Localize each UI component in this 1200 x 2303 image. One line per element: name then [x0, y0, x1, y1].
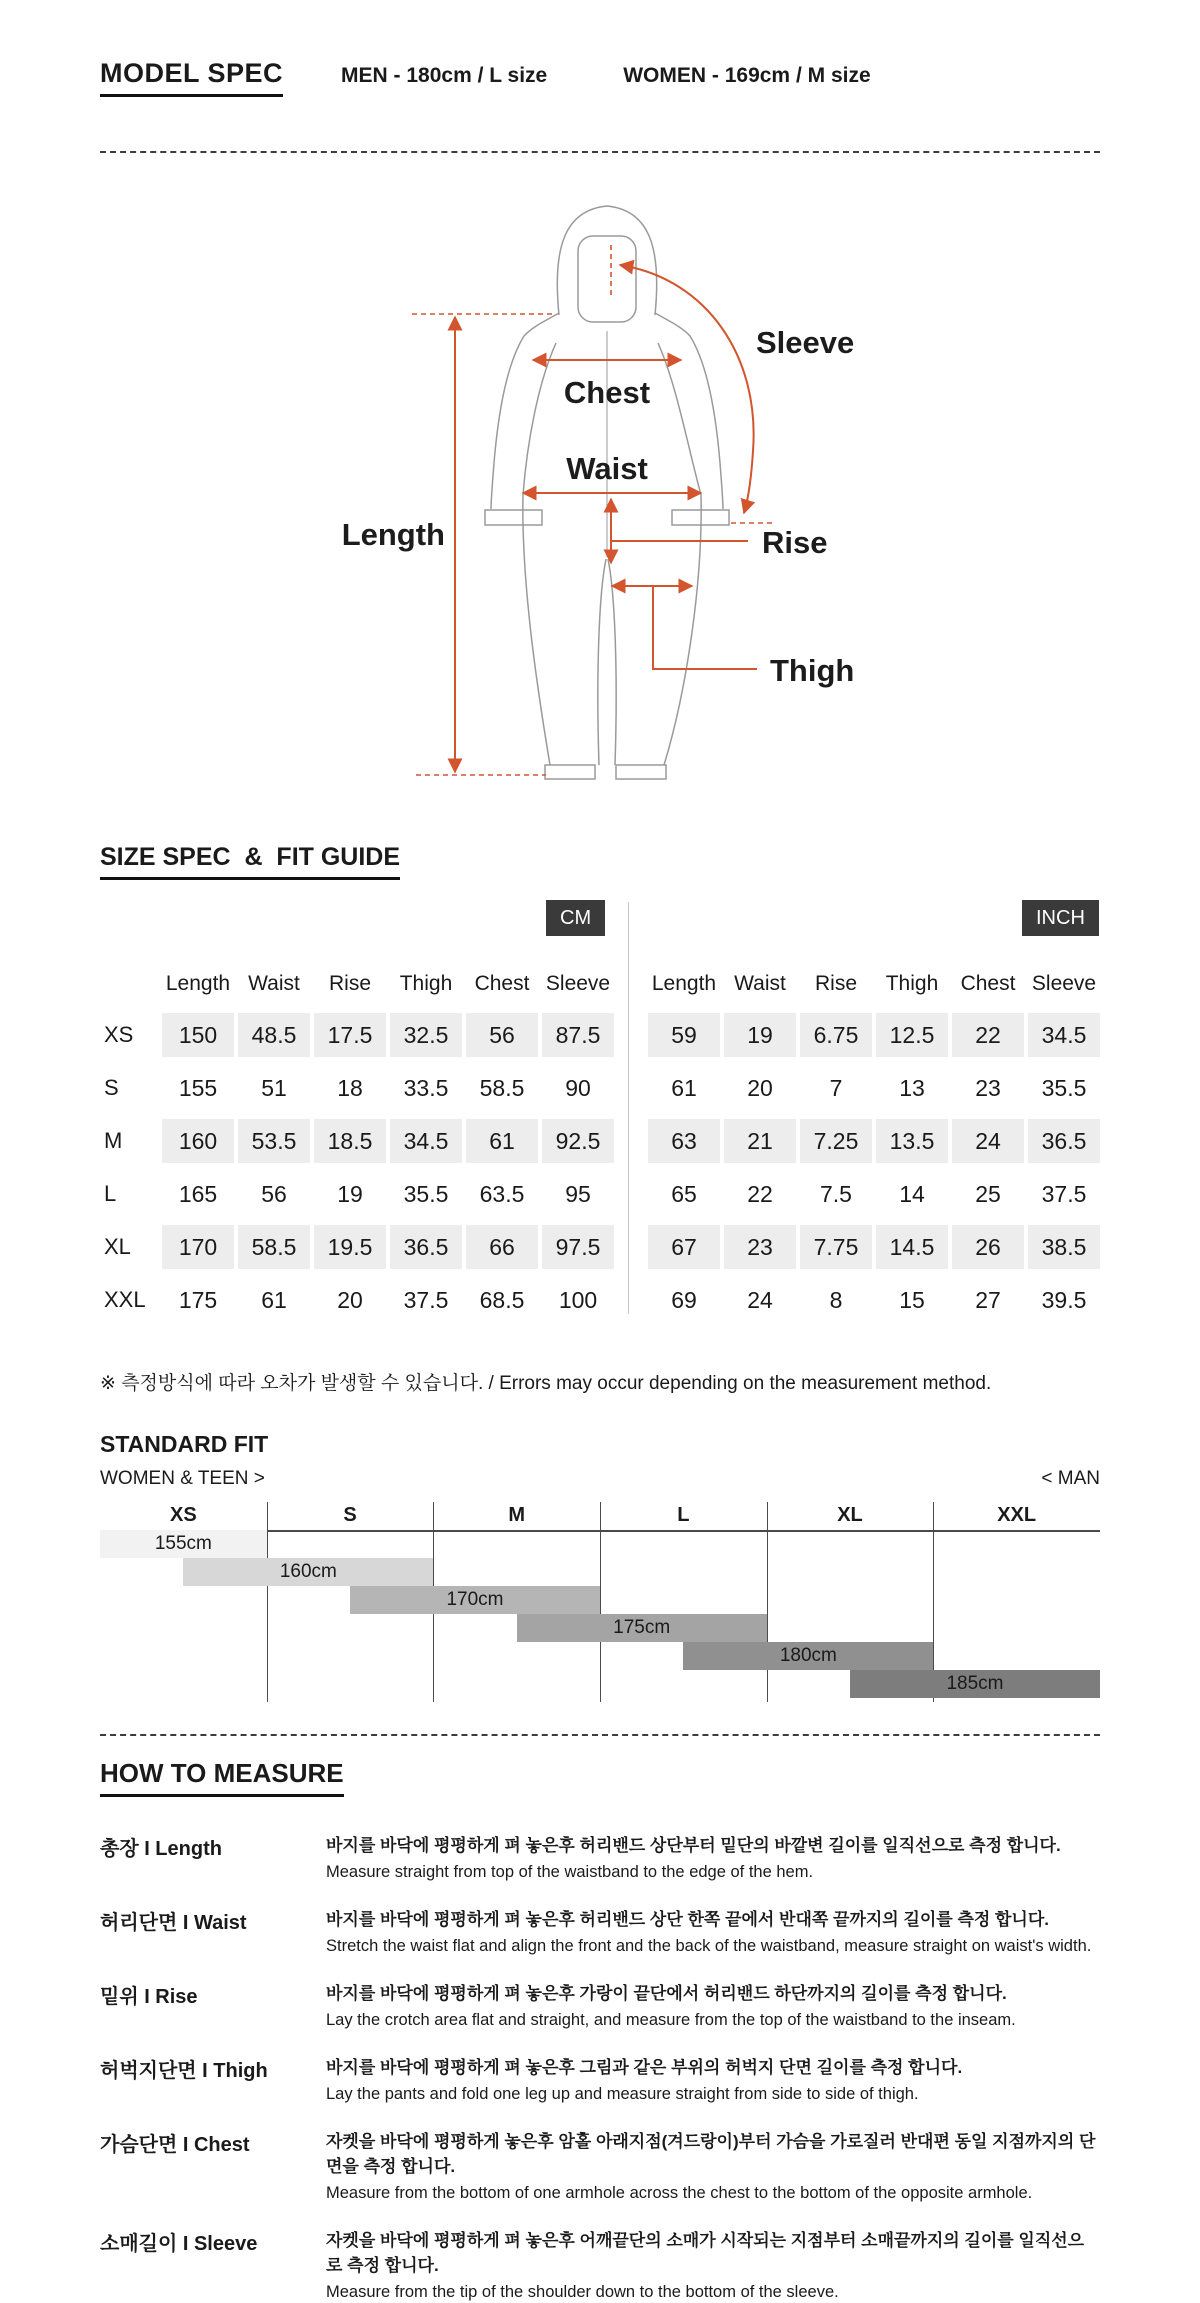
value-cell: 23 [724, 1225, 796, 1269]
value-cell: 19.5 [314, 1225, 386, 1269]
value-cell: 25 [975, 1180, 1001, 1207]
fit-col-label-S: S [343, 1503, 357, 1526]
value-cell: 56 [261, 1180, 287, 1207]
left-body-leg [523, 343, 556, 765]
measure-item [100, 1979, 1100, 2030]
table-row-XS [648, 1013, 1100, 1057]
fit-col-label-XL: XL [837, 1503, 863, 1526]
value-cell: 37.5 [1041, 1180, 1087, 1207]
size-tables [100, 894, 1100, 1342]
value-cell: 92.5 [542, 1119, 614, 1163]
measure-desc-en: Stretch the waist flat and align the front and the back of the waistband, measure straight on waist's width. [326, 1937, 1092, 1955]
value-cell: 87.5 [542, 1013, 614, 1057]
column-header: Waist [734, 972, 786, 995]
value-cell: 39.5 [1041, 1286, 1087, 1313]
value-cell: 14 [899, 1180, 925, 1207]
size-label: S [104, 1075, 119, 1100]
column-header: Waist [248, 972, 300, 995]
measure-item [100, 2053, 1100, 2104]
value-cell: 8 [829, 1286, 843, 1313]
sleeve-label: Sleeve [756, 325, 855, 360]
table-row-L [648, 1172, 1100, 1216]
measure-desc-en: Measure from the bottom of one armhole across the chest to the bottom of the opposite armhole. [326, 2184, 1033, 2202]
value-cell: 15 [899, 1286, 925, 1313]
measure-desc [326, 2226, 1100, 2302]
rise-label: Rise [762, 525, 828, 560]
table-row-M [104, 1119, 614, 1163]
measure-label: 총장 I Length [100, 1838, 222, 1860]
measure-item [100, 2127, 1100, 2203]
value-cell: 61 [466, 1119, 538, 1163]
value-cell: 95 [565, 1180, 591, 1207]
measure-desc-en: Measure from the tip of the shoulder down to the bottom of the sleeve. [326, 2283, 839, 2301]
length-label: Length [341, 517, 445, 552]
how-to-measure-list [100, 1831, 1100, 2302]
value-cell: 100 [558, 1286, 598, 1313]
thigh-label: Thigh [770, 653, 855, 688]
measure-desc-ko: 바지를 바닥에 평평하게 펴 놓은후 허리밴드 상단 한쪽 끝에서 반대쪽 끝까지의 길이를 측정 합니다. [326, 1910, 1050, 1929]
value-cell: 20 [747, 1074, 773, 1101]
measure-desc [326, 1979, 1100, 2030]
measure-label: 밑위 I Rise [100, 1986, 198, 2008]
measure-item [100, 1831, 1100, 1882]
value-cell: 36.5 [1028, 1119, 1100, 1163]
value-cell: 160 [162, 1119, 234, 1163]
fit-bar-175cm: 175cm [517, 1614, 767, 1642]
thigh-connector [653, 586, 757, 669]
value-cell: 24 [747, 1286, 773, 1313]
standard-fit-chart [100, 1502, 1100, 1702]
measurement-note: ※ 측정방식에 따라 오차가 발생할 수 있습니다. / Errors may occur depending on the measurement method. [100, 1373, 992, 1394]
value-cell: 20 [337, 1286, 363, 1313]
fit-bar-170cm: 170cm [350, 1586, 600, 1614]
fit-chart-column-line [767, 1502, 768, 1702]
waist-label: Waist [566, 451, 648, 486]
value-cell: 17.5 [314, 1013, 386, 1057]
right-body-leg [658, 343, 701, 765]
right-leg-hem [616, 765, 666, 779]
value-cell: 33.5 [403, 1074, 449, 1101]
value-cell: 58.5 [238, 1225, 310, 1269]
fit-col-label-M: M [508, 1503, 525, 1526]
measure-desc-en: Lay the pants and fold one leg up and measure straight from side to side of thigh. [326, 2085, 919, 2103]
table-header-row [104, 964, 614, 1004]
women-model-spec: WOMEN - 169cm / M size [623, 64, 871, 87]
table-row-XL [104, 1225, 614, 1269]
fit-sub-row [100, 1468, 1100, 1490]
inch-size-table [648, 964, 1100, 1331]
measure-desc [326, 1831, 1100, 1882]
value-cell: 90 [565, 1074, 591, 1101]
value-cell: 23 [975, 1074, 1001, 1101]
cm-unit-badge: CM [546, 900, 605, 936]
value-cell: 14.5 [876, 1225, 948, 1269]
table-row-M [648, 1119, 1100, 1163]
measure-desc-ko: 바지를 바닥에 평평하게 펴 놓은후 가랑이 끝단에서 허리밴드 하단까지의 길이를 측정 합니다. [326, 1984, 1007, 2003]
value-cell: 97.5 [542, 1225, 614, 1269]
column-header: Rise [814, 972, 857, 995]
size-label: M [104, 1128, 123, 1153]
table-divider-line [628, 902, 629, 1314]
men-model-spec: MEN - 180cm / L size [341, 64, 548, 87]
measure-label: 소매길이 I Sleeve [100, 2233, 258, 2255]
model-spec-title: MODEL SPEC [100, 58, 283, 97]
measure-desc [326, 1905, 1100, 1956]
measure-item [100, 2226, 1100, 2302]
how-to-measure-heading: HOW TO MEASURE [100, 1758, 344, 1797]
value-cell: 61 [671, 1074, 697, 1101]
fit-bar-155cm: 155cm [100, 1530, 267, 1558]
value-cell: 68.5 [479, 1286, 525, 1313]
size-spec-heading: SIZE SPEC & FIT GUIDE [100, 843, 400, 880]
value-cell: 53.5 [238, 1119, 310, 1163]
measure-desc-ko: 자켓을 바닥에 평평하게 펴 놓은후 어깨끝단의 소매가 시작되는 지점부터 소매끝까지의 길이를 일직선으로 측정 합니다. [326, 2231, 1085, 2275]
measure-label: 허벅지단면 I Thigh [100, 2060, 268, 2082]
fit-col-label-XS: XS [169, 1503, 197, 1526]
standard-fit-heading: STANDARD FIT [100, 1431, 269, 1457]
table-row-XXL [104, 1278, 614, 1322]
value-cell: 7 [829, 1074, 843, 1101]
column-header: Length [651, 972, 717, 995]
value-cell: 175 [178, 1286, 218, 1313]
value-cell: 26 [952, 1225, 1024, 1269]
value-cell: 34.5 [1028, 1013, 1100, 1057]
measure-desc [326, 2127, 1100, 2203]
table-row-XL [648, 1225, 1100, 1269]
value-cell: 48.5 [238, 1013, 310, 1057]
right-leg-inner [608, 559, 616, 765]
value-cell: 63 [648, 1119, 720, 1163]
size-header-cell [104, 964, 158, 1004]
value-cell: 7.5 [820, 1180, 852, 1207]
fit-chart-column-line [267, 1502, 268, 1702]
measure-desc-ko: 자켓을 바닥에 평평하게 놓은후 암홀 아래지점(겨드랑이)부터 가슴을 가로질러 반대편 동일 지점까지의 단면을 측정 합니다. [326, 2132, 1096, 2176]
fit-col-label-L: L [677, 1503, 690, 1526]
value-cell: 38.5 [1028, 1225, 1100, 1269]
value-cell: 35.5 [1041, 1074, 1087, 1101]
value-cell: 12.5 [876, 1013, 948, 1057]
value-cell: 150 [162, 1013, 234, 1057]
measure-item [100, 1905, 1100, 1956]
table-row-XXL [648, 1278, 1100, 1322]
table-header-row [648, 964, 1100, 1004]
value-cell: 35.5 [403, 1180, 449, 1207]
man-label: < MAN [1041, 1468, 1100, 1489]
value-cell: 7.75 [800, 1225, 872, 1269]
value-cell: 19 [337, 1180, 363, 1207]
value-cell: 59 [648, 1013, 720, 1057]
garment-measurement-diagram [0, 153, 1200, 829]
value-cell: 69 [671, 1286, 697, 1313]
column-header: Thigh [885, 972, 939, 995]
value-cell: 36.5 [390, 1225, 462, 1269]
fit-bar-180cm: 180cm [683, 1642, 933, 1670]
value-cell: 66 [466, 1225, 538, 1269]
column-header: Chest [474, 972, 530, 995]
value-cell: 32.5 [390, 1013, 462, 1057]
value-cell: 170 [162, 1225, 234, 1269]
size-label: XL [104, 1234, 131, 1259]
value-cell: 22 [747, 1180, 773, 1207]
table-row-L [104, 1172, 614, 1216]
inch-unit-badge: INCH [1022, 900, 1099, 936]
measure-label: 가슴단면 I Chest [100, 2134, 250, 2156]
value-cell: 67 [648, 1225, 720, 1269]
measure-desc-ko: 바지를 바닥에 평평하게 펴 놓은후 허리밴드 상단부터 밑단의 바깥변 길이를 일직선으로 측정 합니다. [326, 1836, 1061, 1855]
fit-bar-160cm: 160cm [183, 1558, 433, 1586]
size-label: L [104, 1181, 117, 1206]
value-cell: 37.5 [403, 1286, 449, 1313]
size-label: XS [104, 1022, 134, 1047]
column-header: Chest [960, 972, 1016, 995]
value-cell: 155 [178, 1074, 218, 1101]
value-cell: 21 [724, 1119, 796, 1163]
value-cell: 165 [178, 1180, 218, 1207]
table-row-XS [104, 1013, 614, 1057]
model-spec-header [100, 58, 1100, 97]
value-cell: 6.75 [800, 1013, 872, 1057]
measure-desc-ko: 바지를 바닥에 평평하게 펴 놓은후 그림과 같은 부위의 허벅지 단면 길이를 측정 합니다. [326, 2058, 963, 2077]
value-cell: 61 [261, 1286, 287, 1313]
measure-desc-en: Measure straight from top of the waistband to the edge of the hem. [326, 1863, 814, 1881]
right-arm-outer [655, 313, 723, 509]
left-leg-hem [545, 765, 595, 779]
measure-desc [326, 2053, 1100, 2104]
value-cell: 65 [671, 1180, 697, 1207]
size-label: XXL [104, 1287, 146, 1312]
value-cell: 13 [899, 1074, 925, 1101]
column-header: Rise [328, 972, 371, 995]
value-cell: 27 [975, 1286, 1001, 1313]
left-leg-inner [598, 559, 606, 765]
hood-opening [578, 236, 636, 322]
value-cell: 63.5 [479, 1180, 525, 1207]
table-row-S [648, 1066, 1100, 1110]
women-teen-label: WOMEN & TEEN > [100, 1468, 265, 1489]
column-header: Sleeve [1031, 972, 1097, 995]
value-cell: 56 [466, 1013, 538, 1057]
fit-col-label-XXL: XXL [997, 1503, 1037, 1526]
value-cell: 18.5 [314, 1119, 386, 1163]
column-header: Sleeve [545, 972, 611, 995]
hood-outer [557, 206, 656, 315]
value-cell: 24 [952, 1119, 1024, 1163]
value-cell: 18 [337, 1074, 363, 1101]
column-header: Thigh [399, 972, 453, 995]
value-cell: 7.25 [800, 1119, 872, 1163]
measure-label: 허리단면 I Waist [100, 1912, 247, 1934]
chest-label: Chest [563, 375, 651, 410]
measure-desc-en: Lay the crotch area flat and straight, and measure from the top of the waistband to the inseam. [326, 2011, 1016, 2029]
fit-chart-column-line [600, 1502, 601, 1702]
value-cell: 51 [261, 1074, 287, 1101]
value-cell: 22 [952, 1013, 1024, 1057]
fit-bar-185cm: 185cm [850, 1670, 1100, 1698]
table-row-S [104, 1066, 614, 1110]
value-cell: 19 [724, 1013, 796, 1057]
cm-size-table [104, 964, 614, 1331]
value-cell: 58.5 [479, 1074, 525, 1101]
value-cell: 34.5 [390, 1119, 462, 1163]
left-sleeve-cuff [485, 510, 542, 525]
value-cell: 13.5 [876, 1119, 948, 1163]
column-header: Length [165, 972, 231, 995]
